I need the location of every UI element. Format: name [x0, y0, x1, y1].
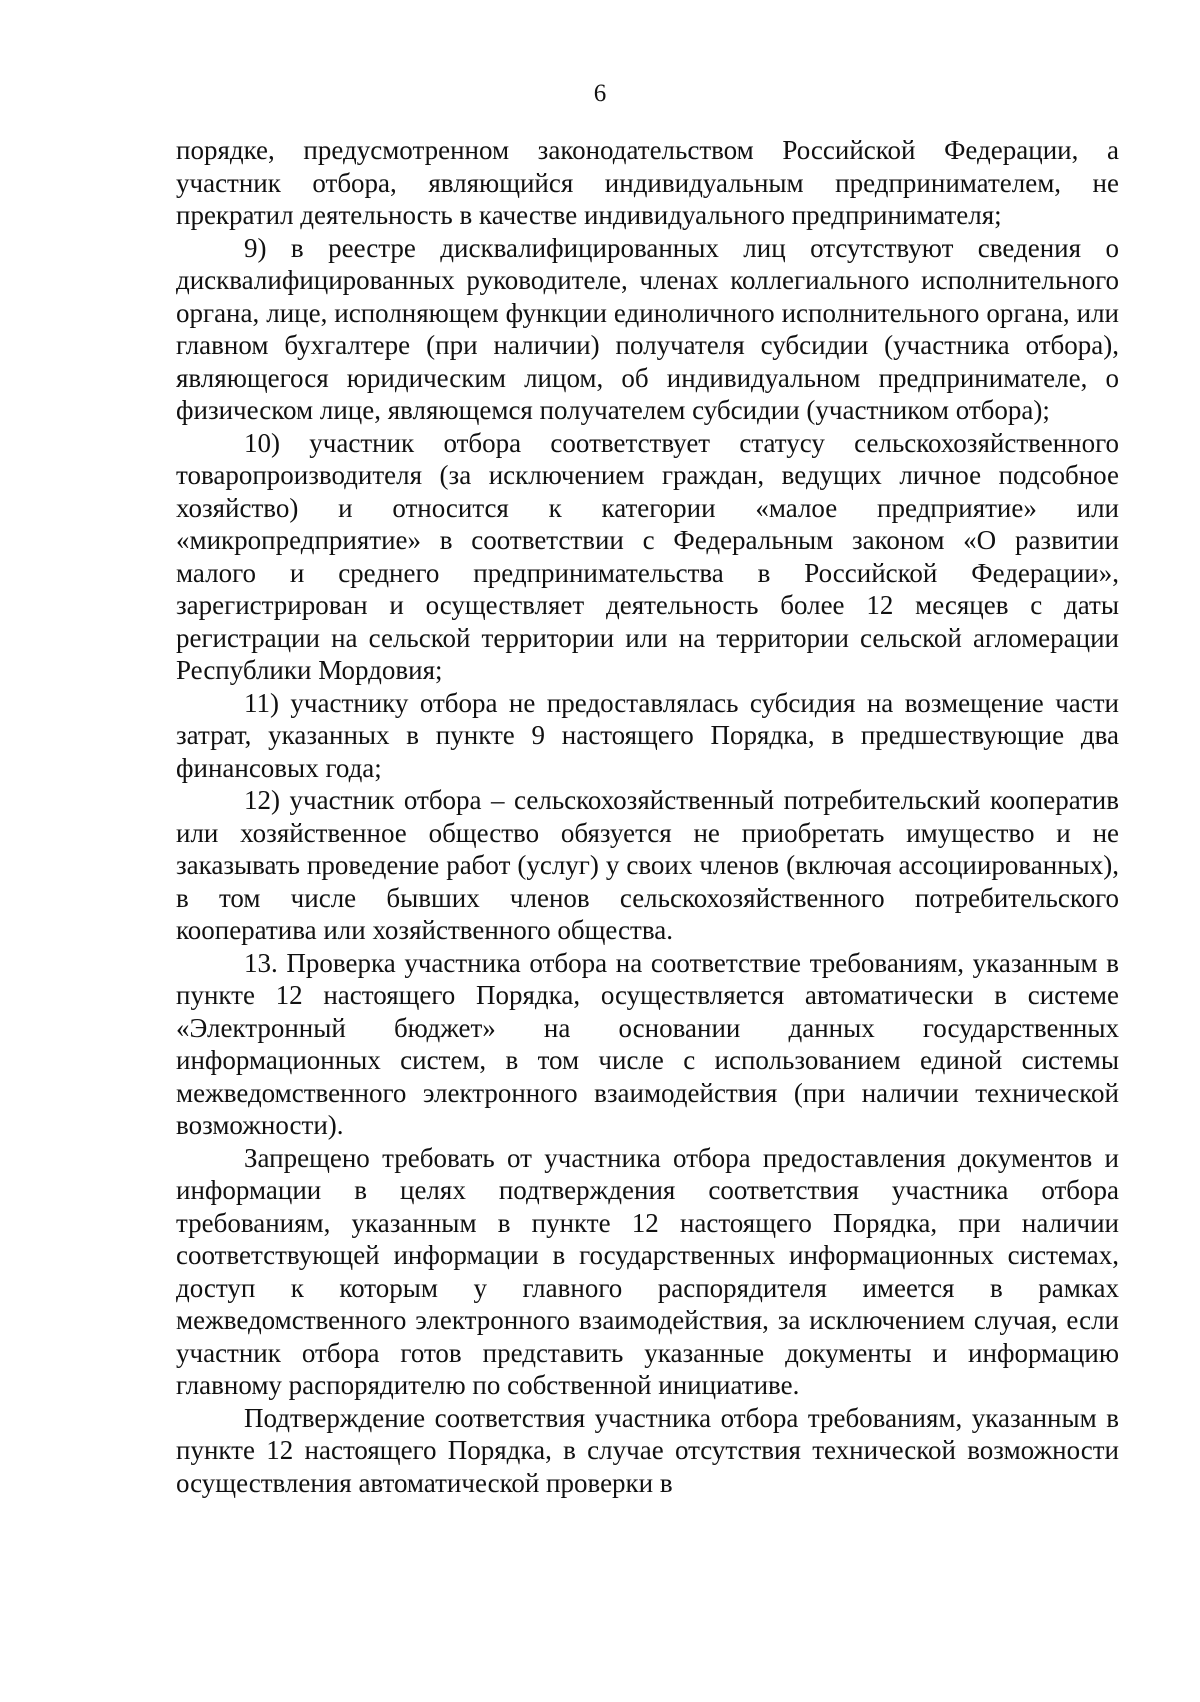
page-number: 6 [593, 80, 607, 107]
paragraph-section-13: 13. Проверка участника отбора на соответствие требованиям, указанным в пункте 12 настоящего Порядка, осуществляется автоматически в системе «Электронный бюджет» на основании данных государственных информационных систем, в том числе с использованием единой системы межведомственного электронного взаимодействия (при наличии технической возможности). [176, 947, 1119, 1140]
paragraph-item-10: 10) участник отбора соответствует статусу сельскохозяйственного товаропроизводителя (за исключением граждан, ведущих личное подсобное хозяйство) и относится к категории «малое предприятие» или «микропредприятие» в соответствии с Федеральным законом «О развитии малого и среднего предпринимательства в Российской Федерации», зарегистрирован и осуществляет деятельность более 12 месяцев с даты регистрации на сельской территории или на территории сельской агломерации Республики Мордовия; [176, 427, 1119, 685]
paragraph-item-11: 11) участнику отбора не предоставлялась субсидия на возмещение части затрат, указанных в пункте 9 настоящего Порядка, в предшествующие два финансовых года; [176, 687, 1119, 783]
paragraph-prohibition: Запрещено требовать от участника отбора предоставления документов и информации в целях подтверждения соответствия участника отбора требованиям, указанным в пункте 12 настоящего Порядка, при наличии соответствующей информации в государственных информационных системах, доступ к которым у главного распорядителя имеется в рамках межведомственного электронного взаимодействия, за исключением случая, если участник отбора готов представить указанные документы и информацию главному распорядителю по собственной инициативе. [176, 1142, 1119, 1400]
paragraph-continuation: порядке, предусмотренном законодательством Российской Федерации, а участник отбора, являющийся индивидуальным предпринимателем, не прекратил деятельность в качестве индивидуального предпринимателя; [176, 135, 1119, 230]
paragraph-item-9: 9) в реестре дисквалифицированных лиц отсутствуют сведения о дисквалифицированных руководителе, членах коллегиального исполнительного органа, лице, исполняющем функции единоличного исполнительного органа, или главном бухгалтере (при наличии) получателя субсидии (участника отбора), являющегося юридическим лицом, об индивидуальном предпринимателе, о физическом лице, являющемся получателем субсидии (участником отбора); [176, 232, 1119, 425]
document-body [176, 134, 1119, 1499]
paragraph-confirmation: Подтверждение соответствия участника отбора требованиям, указанным в пункте 12 настоящего Порядка, в случае отсутствия технической возможности осуществления автоматической проверки в [176, 1402, 1119, 1498]
paragraph-item-12: 12) участник отбора – сельскохозяйственный потребительский кооператив или хозяйственное общество обязуется не приобретать имущество и не заказывать проведение работ (услуг) у своих членов (включая ассоциированных), в том числе бывших членов сельскохозяйственного потребительского кооператива или хозяйственного общества. [176, 785, 1119, 945]
